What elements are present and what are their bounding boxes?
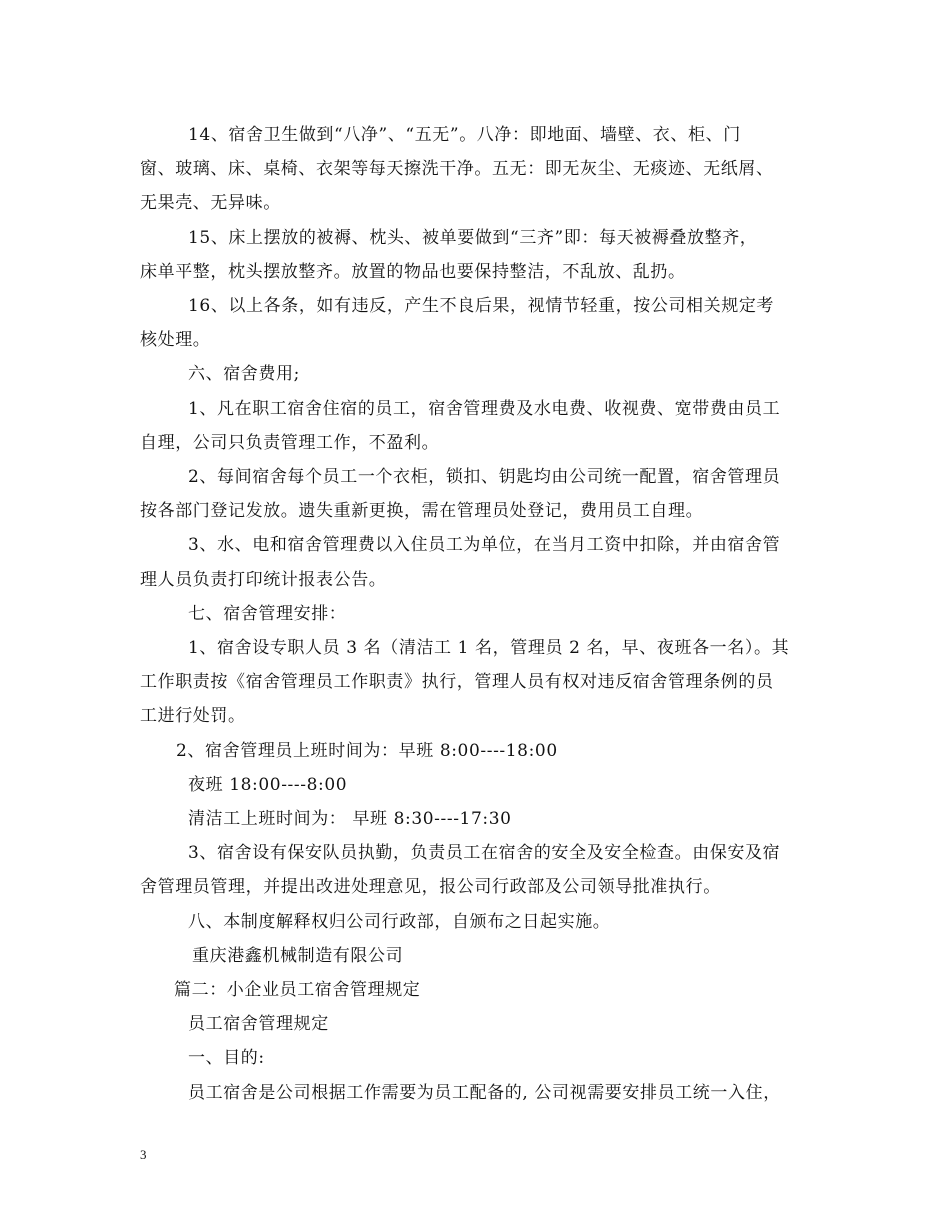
paragraph-line: 1、凡在职工宿舍住宿的员工，宿舍管理费及水电费、收视费、宽带费由员工 <box>188 398 781 419</box>
paragraph-line: 夜班 18:00----8:00 <box>188 774 348 795</box>
paragraph-line: 16、以上各条，如有违反，产生不良后果，视情节轻重，按公司相关规定考 <box>188 296 775 317</box>
paragraph-line: 清洁工上班时间为： 早班 8:30----17:30 <box>188 809 512 830</box>
paragraph-line: 自理，公司只负责管理工作，不盈利。 <box>140 432 440 453</box>
paragraph-line: 15、床上摆放的被褥、枕头、被单要做到“三齐”即：每天被褥叠放整齐， <box>188 227 758 248</box>
paragraph-line: 舍管理员管理，并提出改进处理意见，报公司行政部及公司领导批准执行。 <box>140 877 721 898</box>
paragraph-line: 工作职责按《宿舍管理员工作职责》执行，管理人员有权对违反宿舍管理条例的员 <box>140 672 774 693</box>
section-heading: 七、宿舍管理安排： <box>188 603 347 624</box>
document-title: 员工宿舍管理规定 <box>188 1014 329 1035</box>
chapter-heading: 篇二：小企业员工宿舍管理规定 <box>174 980 421 1001</box>
paragraph-line: 1、宿舍设专职人员 3 名（清洁工 1 名，管理员 2 名，早、夜班各一名）。其 <box>188 638 790 659</box>
page-number: 3 <box>140 1147 147 1162</box>
document-body <box>140 118 820 1110</box>
paragraph-line: 2、每间宿舍每个员工一个衣柜，锁扣、钥匙均由公司统一配置，宿舍管理员 <box>188 467 781 488</box>
section-heading: 六、宿舍费用; <box>188 364 300 385</box>
paragraph-line: 床单平整，枕头摆放整齐。放置的物品也要保持整洁，不乱放、乱扔。 <box>140 261 686 282</box>
section-heading: 一、目的: <box>188 1048 265 1069</box>
paragraph-line: 员工宿舍是公司根据工作需要为员工配备的, 公司视需要安排员工统一入住， <box>188 1082 781 1103</box>
paragraph-line: 工进行处罚。 <box>140 706 246 727</box>
paragraph-line: 理人员负责打印统计报表公告。 <box>140 569 387 590</box>
company-name: 重庆港鑫机械制造有限公司 <box>192 945 404 966</box>
paragraph-line: 2、宿舍管理员上班时间为：早班 8:00----18:00 <box>176 740 558 761</box>
paragraph-line: 3、宿舍设有保安队员执勤，负责员工在宿舍的安全及安全检查。由保安及宿 <box>188 843 781 864</box>
section-heading: 八、本制度解释权归公司行政部，自颁布之日起实施。 <box>188 911 611 932</box>
paragraph-line: 核处理。 <box>140 330 211 351</box>
paragraph-line: 窗、玻璃、床、桌椅、衣架等每天擦洗干净。五无：即无灰尘、无痰迹、无纸屑、 <box>140 159 774 180</box>
paragraph-line: 3、水、电和宿舍管理费以入住员工为单位，在当月工资中扣除，并由宿舍管 <box>188 535 781 556</box>
paragraph-line: 无果壳、无异味。 <box>140 193 281 214</box>
paragraph-line: 按各部门登记发放。遗失重新更换，需在管理员处登记，费用员工自理。 <box>140 501 704 522</box>
paragraph-line: 14、宿舍卫生做到“八净”、“五无”。八净：即地面、墙壁、衣、柜、门 <box>188 125 741 145</box>
